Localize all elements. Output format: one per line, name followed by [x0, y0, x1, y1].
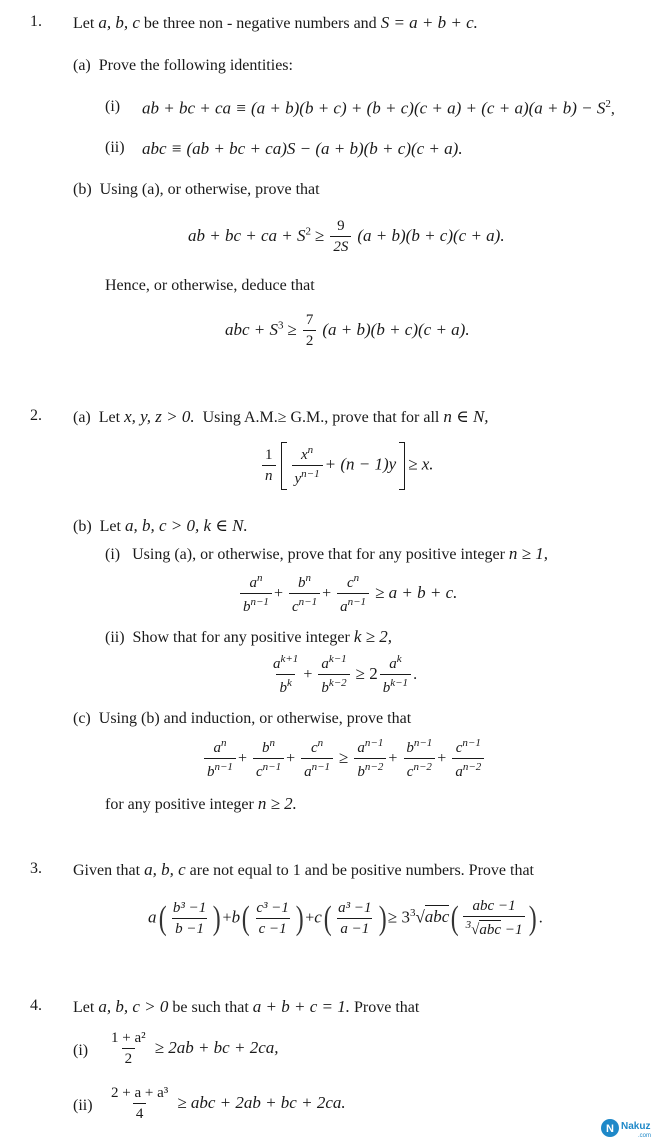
q1-part-a-text: Prove the following identities: [98, 57, 293, 74]
q2-part-b [73, 517, 248, 535]
q4-stem [73, 998, 419, 1016]
q1-part-a-label: (a) [73, 57, 91, 74]
q3-paren-open-3: ( [323, 899, 332, 937]
q2-bii [105, 628, 392, 646]
q2-bi-t2-den: c [291, 599, 299, 616]
q2-bi-t2 [289, 572, 320, 617]
q2-bi-cond: n ≥ 1, [508, 544, 548, 563]
q2-c-l3-num-sup: n [317, 737, 324, 749]
nakuz-logo-sub: .com [638, 1133, 652, 1139]
q1-stem-text: be three non - negative numbers and [143, 15, 377, 32]
q1-i-expr: ab + bc + ca ≡ (a + b)(b + c) + (b + c)(c + a) + (c + a)(a + b) − S [142, 98, 606, 118]
q2-c-l1 [204, 737, 236, 782]
q2-bi-t1-num-sup: n [256, 572, 263, 584]
q3-frac-4: $\frac{\text{abc −1}}{^3√abc -1}$ [463, 898, 526, 940]
q1-b-frac-den: 2S [330, 236, 351, 256]
q2-part-a [73, 408, 489, 426]
q1-h-lhs-sup: 3 [278, 319, 284, 332]
q2-c-r1-den-sup: n−2 [364, 761, 384, 774]
q2-c-r3-den-sup: n−2 [462, 761, 482, 774]
q4-i-fraction [108, 1030, 149, 1069]
q4-ii-den: 4 [133, 1103, 147, 1123]
q1-i-sup: 2 [605, 98, 611, 110]
q2-bii-t2-num-sup: k−1 [328, 653, 347, 665]
q4-ii-rhs: ≥ abc + 2ab + bc + 2ca. [177, 1092, 346, 1112]
q2-a-label: (a) [73, 409, 91, 426]
q2-c-l2 [253, 737, 284, 782]
q2-bi-t2-den-sup: n−1 [298, 596, 318, 609]
q2-b-let: Let [99, 518, 121, 535]
q2-c-l1-num: a [213, 740, 221, 756]
q3-number: 3. [30, 860, 42, 877]
q4-i-den: 2 [122, 1048, 136, 1068]
q3-coef-a: a [148, 907, 157, 927]
q2-bi-t1-den-sup: n−1 [250, 596, 269, 609]
q2-bii-t2-num: a [321, 656, 329, 672]
q1-h-frac-den: 2 [303, 330, 317, 350]
q2-bii-t1-den-sup: k [286, 677, 292, 690]
q2-bii-t2-den: b [321, 680, 329, 697]
q3-f1-num: b³ −1 [172, 899, 207, 916]
q1-h-rhs: (a + b)(b + c)(c + a). [322, 319, 470, 339]
q2-number: 2. [30, 407, 42, 424]
q2-c-l3-den: a [304, 764, 312, 781]
q3-text-2: are not equal to 1 and be positive numbers. Prove that [189, 862, 534, 879]
q1-stem [73, 14, 478, 32]
q4-i-rhs: ≥ 2ab + bc + 2ca, [154, 1037, 279, 1057]
q2-c-l3-num: c [310, 740, 318, 756]
q2-c-r2-den: c [406, 764, 414, 781]
q2-c-r2-den-sup: n−2 [413, 761, 432, 774]
q3-paren-open-4: ( [451, 899, 459, 937]
q2-a-frac1-num: 1 [265, 446, 273, 463]
q3-frac-3 [335, 900, 374, 939]
nakuz-logo-brand: Nakuz [621, 1121, 651, 1132]
q2-b-label: (b) [73, 518, 92, 535]
q2-c-tail [105, 795, 297, 813]
nakuz-logo [600, 1116, 658, 1140]
q2-bii-cond: k ≥ 2, [353, 627, 392, 646]
q4-ii-label: (ii) [73, 1097, 93, 1114]
q2-c-r3-num-sup: n−1 [462, 737, 481, 749]
q2-c-text: Using (b) and induction, or otherwise, prove that [98, 710, 412, 727]
q2-c-r1-den: b [357, 764, 365, 781]
q3-frac-1 [170, 900, 209, 939]
q1-h-frac-num: 7 [305, 312, 314, 328]
q2-bi-text: Using (a), or otherwise, prove that for any positive integer [132, 546, 505, 563]
q2-bii-t3-den-sup: k−1 [390, 677, 409, 690]
q2-bii-t2-den-sup: k−2 [328, 677, 347, 690]
q1-b-rel: ≥ [315, 225, 325, 245]
q2-bii-t1 [270, 653, 301, 698]
q1-part-b-label: (b) [73, 181, 92, 198]
q2-bi-end: ≥ a + b + c. [375, 582, 458, 602]
q2-bii-t2 [318, 653, 349, 698]
q1-part-a [73, 58, 293, 74]
q2-bii-rel: ≥ 2 [355, 663, 378, 683]
q2-c-l3-den-sup: n−1 [311, 761, 331, 774]
q2-c-rel: ≥ [339, 747, 349, 767]
q2-a-frac2-den-sup: n−1 [301, 468, 320, 480]
q3-paren-open-2: ( [241, 899, 250, 937]
q3-f2-num: c³ −1 [256, 899, 289, 916]
q3-root-index: 3 [409, 907, 416, 920]
q1-b-lhs-sup: 2 [305, 225, 312, 238]
q1-ii-expr: abc ≡ (ab + bc + ca)S − (a + b)(b + c)(c + a). [142, 139, 463, 158]
q2-c-r2-num-sup: n−1 [413, 737, 433, 749]
q2-bii-t3 [380, 653, 411, 698]
q4-number: 4. [30, 997, 42, 1014]
q2-a-frac2-num-sup: n [307, 443, 314, 456]
q1-b-frac-num: 9 [337, 218, 345, 234]
q1-i-label: (i) [105, 98, 121, 115]
q1-i-end: , [610, 100, 615, 118]
nakuz-logo-icon-glyph: N [606, 1123, 614, 1135]
q1-deduce-inequality [225, 312, 470, 351]
q2-bi-t1-num: a [249, 575, 257, 591]
q1-h-lhs: abc + S [225, 319, 279, 339]
q2-c-l1-den-sup: n−1 [214, 761, 233, 774]
q2-bii-t3-num: a [389, 656, 397, 672]
q3-rel: ≥ 3 [387, 907, 410, 927]
q3-inequality [148, 898, 543, 940]
q1-part-b [73, 182, 320, 198]
q2-a-mid: + (n − 1)y [324, 454, 397, 474]
q3-radical-sign: √ [415, 907, 425, 927]
q1-b-rhs: (a + b)(b + c)(c + a). [357, 225, 505, 245]
q2-c-r1-num: a [357, 740, 365, 756]
q2-c-l3 [301, 737, 333, 782]
q3-end: . [538, 909, 543, 927]
q2-bii-t1-den: b [279, 680, 287, 697]
q2-a-let: Let [98, 409, 121, 426]
q2-a-right-bracket [399, 442, 405, 490]
q1-ii-label: (ii) [105, 139, 125, 156]
q2-a-n: n ∈ N, [443, 407, 489, 426]
q3-paren-close-3: ) [378, 899, 387, 937]
q2-c-l2-num: b [262, 740, 270, 756]
q4-i-inequality [106, 1030, 279, 1069]
q3-f4-num: abc −1 [472, 898, 516, 914]
q2-c-cond: n ≥ 2. [257, 794, 297, 813]
q3-f4-den-tail: −1 [501, 922, 523, 939]
q2-c-r3-num: c [455, 740, 463, 756]
q4-text-3: Prove that [354, 999, 420, 1016]
q2-c-l1-num-sup: n [220, 737, 227, 749]
q1-h-rel: ≥ [287, 319, 297, 339]
q1-b-lhs: ab + bc + ca + S [188, 225, 306, 245]
q2-bii-t1-num: a [273, 656, 281, 672]
q3-stem [73, 861, 534, 879]
q2-c-l2-num-sup: n [269, 737, 276, 749]
q3-f2-den: c −1 [256, 918, 290, 938]
q3-root-body: abc [424, 907, 450, 927]
q1-hence: Hence, or otherwise, deduce that [105, 277, 315, 294]
q3-f3-den: a −1 [337, 918, 372, 938]
q2-a-frac1 [262, 447, 276, 486]
q2-bi-t2-num: b [298, 575, 306, 591]
q3-coef-c: c [314, 907, 322, 927]
q3-paren-close-4: ) [529, 899, 538, 937]
q1-b-inequality [188, 218, 505, 257]
q4-ii-num: 2 + a + a³ [111, 1085, 169, 1101]
q2-bi-t3-num-sup: n [353, 572, 360, 584]
q4-text-2: be such that [172, 999, 249, 1016]
q3-paren-open-1: ( [158, 899, 167, 937]
q2-c-label: (c) [73, 710, 91, 727]
q2-c-l1-den: b [207, 764, 215, 781]
q3-plus-2: + [305, 909, 315, 927]
q2-a-frac2-num: x [300, 446, 308, 463]
q2-a-frac2-den: y [294, 471, 302, 487]
q2-c-r2-num: b [406, 740, 414, 756]
q2-bi-t2-num-sup: n [305, 572, 312, 584]
q3-coef-b: b [231, 907, 241, 927]
q2-bii-t3-den: b [382, 680, 391, 697]
q2-bi-t1-den: b [243, 599, 251, 616]
q1-stem-let: Let [73, 15, 95, 32]
q2-bi-t3-den-sup: n−1 [347, 596, 367, 609]
q1-part-b-text: Using (a), or otherwise, prove that [99, 181, 320, 198]
q2-bii-t3-num-sup: k [396, 653, 402, 665]
q1-stem-vars: a, b, c [98, 13, 140, 32]
q3-text-1: Given that [73, 862, 141, 879]
q2-c-l2-den-sup: n−1 [262, 761, 282, 774]
q2-bii-t1-num-sup: k+1 [280, 653, 299, 665]
q1-number: 1. [30, 13, 42, 30]
q2-bii-text: Show that for any positive integer [132, 629, 350, 646]
q3-f4-root-index: 3 [465, 919, 472, 932]
q4-ii-fraction [108, 1085, 171, 1124]
q2-a-vars: x, y, z > 0. [124, 407, 195, 426]
q4-text-1: Let [73, 999, 95, 1016]
q3-paren-close-2: ) [295, 899, 304, 937]
q2-c-tail-text: for any positive integer [105, 796, 254, 813]
q2-bi-t3-den: a [340, 599, 348, 616]
q2-bi-inequality: $\frac{a^n}{b^{n-1}}$ + $\frac{b^n}{c^{n-1}}$ + $\frac{c^n}{a^{n-1}}$ ≥ a + b + c. [238, 572, 457, 617]
q2-bii-label: (ii) [105, 629, 125, 646]
q1-ii-identity [142, 140, 463, 158]
q2-a-frac2 [292, 444, 323, 489]
q2-c-r1 [354, 737, 386, 782]
q2-c-r3 [452, 737, 484, 782]
q1-stem-eq: S = a + b + c. [380, 13, 478, 32]
q2-a-frac1-den: n [262, 465, 276, 485]
q3-f3-num: a³ −1 [338, 899, 372, 916]
q2-bi [105, 545, 548, 563]
q1-h-fraction [303, 312, 317, 351]
q4-ii-inequality [106, 1085, 346, 1124]
q2-a-left-bracket [281, 442, 287, 490]
q2-bi-t3-num: c [346, 575, 354, 591]
q2-c-r1-num-sup: n−1 [364, 737, 384, 749]
q3-plus-1: + [222, 909, 232, 927]
q4-vars: a, b, c > 0 [98, 997, 169, 1016]
q2-a-inequality [260, 442, 434, 490]
q2-bi-t1 [240, 572, 272, 617]
q2-bii-end: . [413, 665, 418, 683]
q2-c-inequality: $\frac{a^n}{b^{n-1}}$ + $\frac{b^n}{c^{n-1}}$ + $\frac{c^n}{a^{n-1}}$ ≥ $\frac{a^{n-1}}{b^{n-2}}$ + $\frac{b^{n-1}}{c^{n-2}}$ + $\frac{c^{n-1}}{a^{n-2}}$ [202, 737, 486, 782]
q3-f4-den-root: abc [479, 922, 502, 939]
q2-c-r2 [403, 737, 435, 782]
q3-vars: a, b, c [144, 860, 186, 879]
q3-frac-2 [253, 900, 292, 939]
q4-cond: a + b + c = 1. [252, 997, 350, 1016]
q4-i-num: 1 + a² [111, 1030, 146, 1046]
q2-bii-inequality: $\frac{a^{k+1}}{b^k}$ + $\frac{a^{k-1}}{b^{k-2}}$ ≥ 2 $\frac{a^k}{b^{k-1}}$ . [268, 653, 417, 698]
q2-bi-t3 [337, 572, 369, 617]
q2-c-l2-den: c [255, 764, 263, 781]
q2-b-vars: a, b, c > 0, k ∈ N. [124, 516, 248, 535]
q2-a-end: ≥ x. [408, 454, 434, 474]
q2-bi-label: (i) [105, 546, 121, 563]
q3-paren-close-1: ) [212, 899, 221, 937]
q2-a-text: Using A.M.≥ G.M., prove that for all [202, 409, 440, 426]
q1-b-fraction [330, 218, 351, 257]
q4-i-label: (i) [73, 1042, 89, 1059]
q2-c-r3-den: a [455, 764, 463, 781]
q3-f1-den: b −1 [172, 918, 207, 938]
q2-part-c [73, 711, 411, 727]
q1-i-identity [142, 99, 615, 117]
